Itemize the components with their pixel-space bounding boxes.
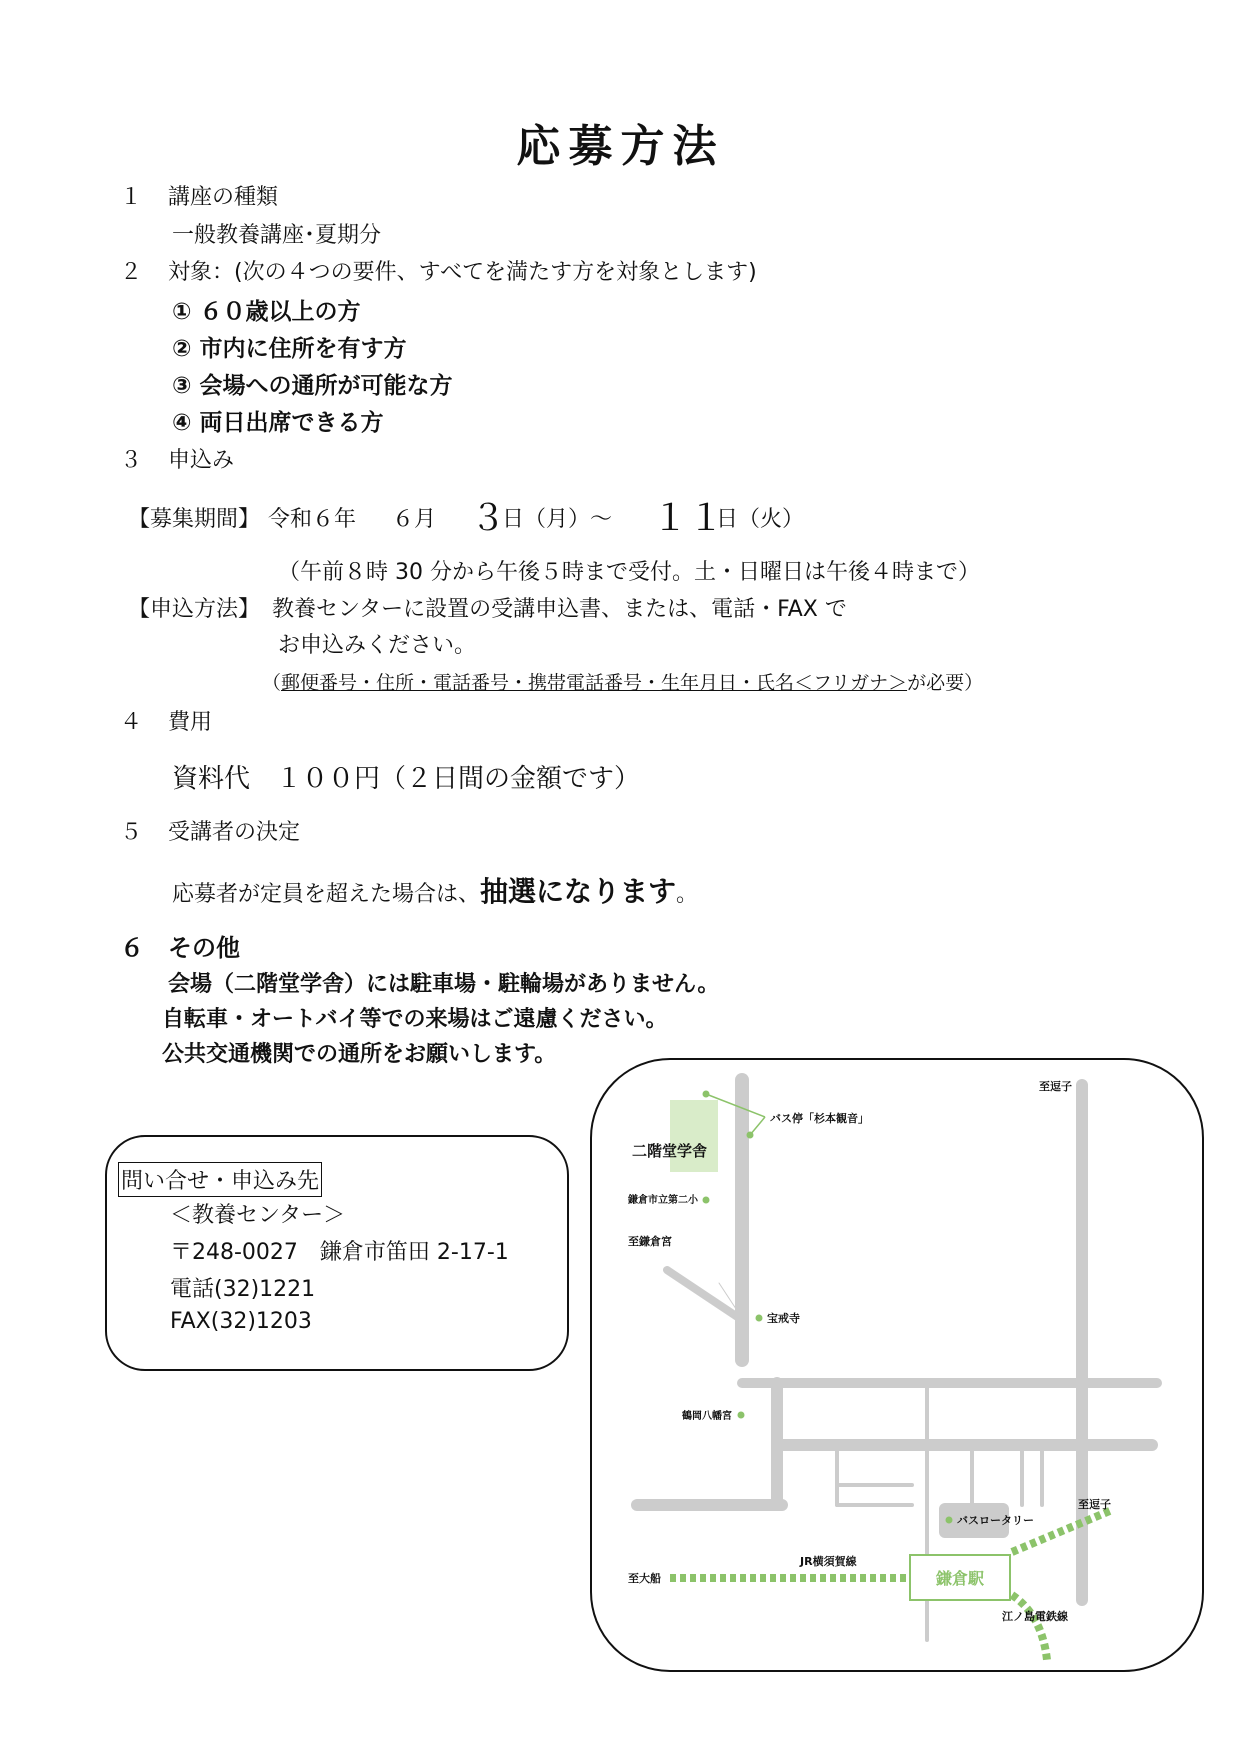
section1-body: 一般教養講座･夏期分 xyxy=(172,223,382,248)
fee-text: 資料代 １００円（２日間の金額です） xyxy=(172,764,641,794)
method-line1: 教養センターに設置の受講申込書、または、電話・FAX で xyxy=(272,597,847,622)
section4-num: ４ xyxy=(120,710,143,735)
contact-fax: FAX(32)1203 xyxy=(170,1309,312,1334)
label-hokaiji: 宝戒寺 xyxy=(767,1312,800,1325)
label-jr-line: JR横須賀線 xyxy=(800,1555,857,1568)
section4-heading: 費用 xyxy=(168,710,213,735)
section1-num: １ xyxy=(120,185,143,210)
method-label: 【申込方法】 xyxy=(128,597,261,622)
label-school: 鎌倉市立第二小 xyxy=(628,1195,698,1206)
required-open: （ xyxy=(262,672,282,694)
section3-heading: 申込み xyxy=(168,448,235,473)
section6-heading: その他 xyxy=(168,934,240,962)
required-close: が必要） xyxy=(907,672,984,694)
requirement-item: ② 市内に住所を有す方 xyxy=(172,336,407,362)
contact-label: 問い合せ・申込み先 xyxy=(118,1162,322,1197)
label-to-zushi-top: 至逗子 xyxy=(1039,1080,1072,1093)
map-svg xyxy=(592,1060,1202,1670)
requirement-item: ④ 両日出席できる方 xyxy=(172,410,384,436)
other-line: 公共交通機関での通所をお願いします。 xyxy=(162,1042,557,1067)
enoden-line xyxy=(1012,1595,1047,1660)
method-line2: お申込みください。 xyxy=(278,633,477,658)
page-title: 応募方法 xyxy=(516,121,725,172)
contact-address: 〒248-0027 鎌倉市笛田 2-17-1 xyxy=(170,1240,509,1265)
requirement-item: ① ６０歳以上の方 xyxy=(172,299,361,325)
requirement-item: ③ 会場への通所が可能な方 xyxy=(172,373,453,399)
selection-suffix: 。 xyxy=(676,882,699,907)
section2-heading: 対象：(次の４つの要件、すべてを満たす方を対象とします) xyxy=(168,260,757,285)
section6-num: ６ xyxy=(120,934,144,962)
period-start-day: ３ xyxy=(470,498,507,539)
contact-org: ＜教養センター＞ xyxy=(170,1203,346,1228)
section5-num: ５ xyxy=(120,820,143,845)
section1-heading: 講座の種類 xyxy=(168,185,279,210)
label-to-kamakuragu: 至鎌倉宮 xyxy=(628,1235,672,1248)
label-enoden: 江ノ島電鉄線 xyxy=(1002,1610,1068,1623)
selection-emph: 抽選になります xyxy=(480,875,677,908)
other-line: 会場（二階堂学舎）には駐車場・駐輪場がありません。 xyxy=(168,972,720,997)
section3-num: ３ xyxy=(120,448,143,473)
period-label: 【募集期間】 xyxy=(128,507,261,532)
label-venue: 二階堂学舎 xyxy=(632,1142,708,1160)
label-tsurugaoka: 鶴岡八幡宮 xyxy=(682,1411,732,1422)
required-info xyxy=(262,668,983,695)
section5-heading: 受講者の決定 xyxy=(168,820,301,845)
period-end-suffix: 日（火） xyxy=(716,507,805,532)
period-start-suffix: 日（月）～ xyxy=(502,507,613,532)
label-bus-rotary: バスロータリー xyxy=(957,1514,1034,1527)
label-bus-stop: バス停「杉本観音」 xyxy=(770,1112,869,1125)
period-end-day: １１ xyxy=(652,498,725,539)
label-to-zushi-bottom: 至逗子 xyxy=(1078,1498,1111,1511)
hours-note: （午前８時 30 分から午後５時まで受付。土・日曜日は午後４時まで） xyxy=(278,560,980,585)
period-year: 令和６年 xyxy=(268,507,357,532)
label-to-ofuna: 至大船 xyxy=(628,1572,661,1585)
label-station: 鎌倉駅 xyxy=(935,1569,985,1588)
contact-phone: 電話(32)1221 xyxy=(170,1277,316,1302)
selection-prefix: 応募者が定員を超えた場合は、 xyxy=(172,882,481,907)
section2-num: ２ xyxy=(120,260,143,285)
other-line: 自転車・オートバイ等での来場はご遠慮ください。 xyxy=(162,1007,668,1032)
access-map xyxy=(590,1058,1204,1672)
period-month: ６月 xyxy=(392,507,437,532)
venue-area xyxy=(670,1100,718,1172)
required-text: 郵便番号・住所・電話番号・携帯電話番号・生年月日・氏名＜フリガナ＞ xyxy=(281,672,908,694)
selection-text xyxy=(172,870,698,910)
